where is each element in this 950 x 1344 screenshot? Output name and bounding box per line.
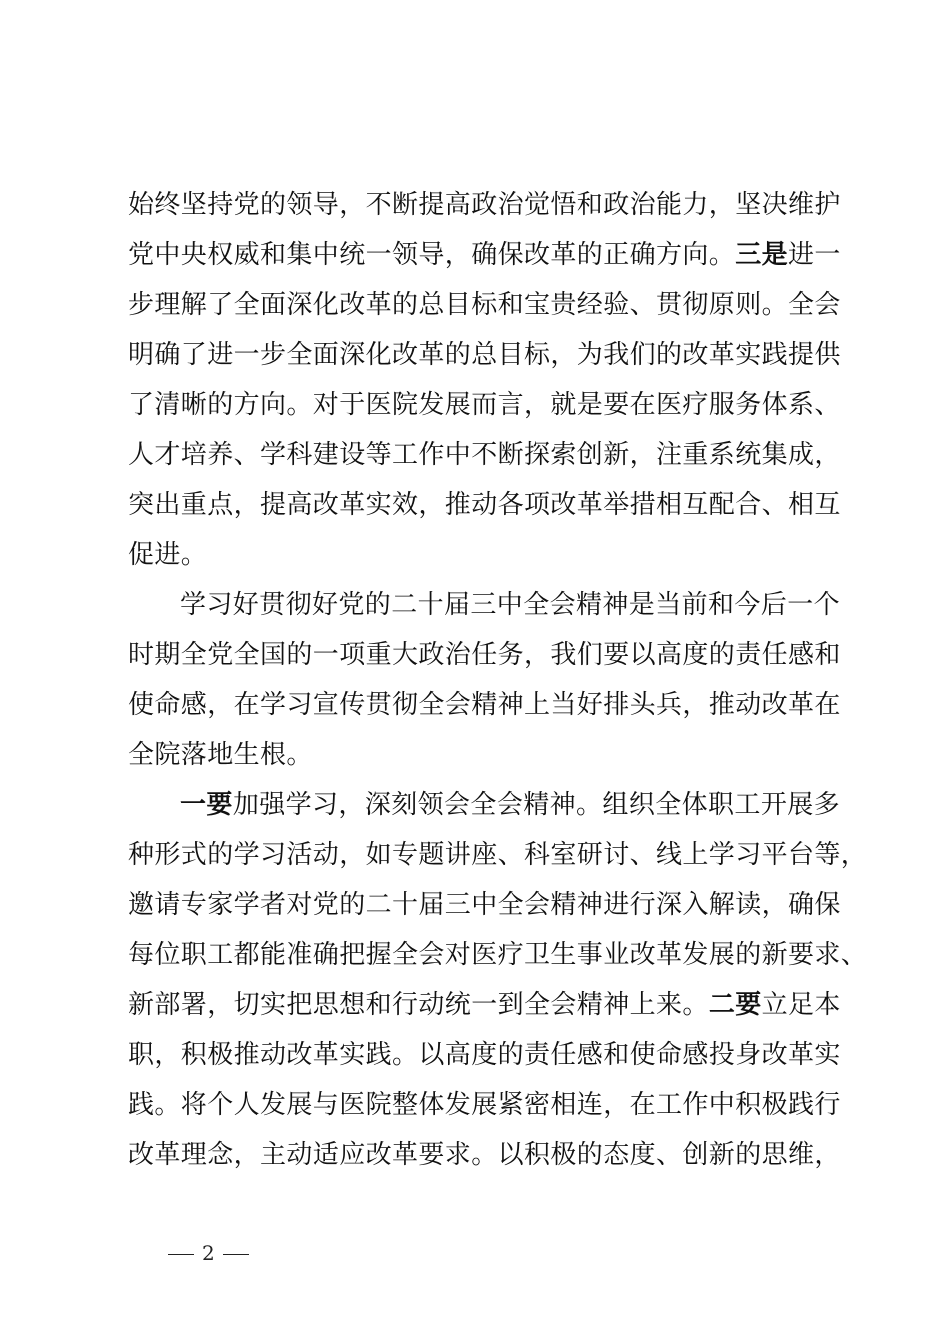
page-number: 2	[202, 1241, 215, 1265]
text-line: 突出重点，提高改革实效，推动各项改革举措相互配合、相互	[128, 490, 841, 520]
text-run: 立足本	[761, 990, 841, 1020]
text-line: 种形式的学习活动，如专题讲座、科室研讨、线上学习平台等，	[128, 840, 868, 870]
text-line	[128, 230, 840, 280]
text-line: 人才培养、学科建设等工作中不断探索创新，注重系统集成，	[128, 440, 841, 470]
text-line: 促进。	[128, 540, 208, 570]
text-line: 明确了进一步全面深化改革的总目标，为我们的改革实践提供	[128, 340, 841, 370]
text-line: 了清晰的方向。对于医院发展而言，就是要在医疗服务体系、	[128, 390, 841, 420]
bold-marker: 二要	[708, 990, 762, 1020]
text-run: 进一	[788, 240, 841, 270]
text-run: 加强学习，深刻领会全会精神。组织全体职工开展多	[232, 790, 841, 820]
text-line: 时期全党全国的一项重大政治任务，我们要以高度的责任感和	[128, 640, 841, 670]
text-line: 践。将个人发展与医院整体发展紧密相连，在工作中积极践行	[128, 1090, 841, 1120]
footer-dash-right	[223, 1254, 249, 1255]
text-line	[128, 980, 840, 1030]
text-line	[180, 780, 840, 830]
text-line: 始终坚持党的领导，不断提高政治觉悟和政治能力，坚决维护	[128, 190, 841, 220]
text-line: 邀请专家学者对党的二十届三中全会精神进行深入解读，确保	[128, 890, 841, 920]
text-line: 学习好贯彻好党的二十届三中全会精神是当前和今后一个	[180, 590, 841, 620]
text-run: 党中央权威和集中统一领导，确保改革的正确方向。	[128, 240, 736, 270]
page-footer	[160, 1238, 257, 1268]
text-line: 职，积极推动改革实践。以高度的责任感和使命感投身改革实	[128, 1040, 841, 1070]
text-line: 每位职工都能准确把握全会对医疗卫生事业改革发展的新要求、	[128, 940, 868, 970]
text-line: 使命感，在学习宣传贯彻全会精神上当好排头兵，推动改革在	[128, 690, 841, 720]
bold-marker: 一要	[180, 790, 233, 820]
text-line: 步理解了全面深化改革的总目标和宝贵经验、贯彻原则。全会	[128, 290, 841, 320]
text-line: 全院落地生根。	[128, 740, 313, 770]
bold-marker: 三是	[735, 240, 789, 270]
text-line: 改革理念，主动适应改革要求。以积极的态度、创新的思维，	[128, 1140, 841, 1170]
text-run: 新部署，切实把思想和行动统一到全会精神上来。	[128, 990, 709, 1020]
footer-dash-left	[168, 1254, 194, 1255]
